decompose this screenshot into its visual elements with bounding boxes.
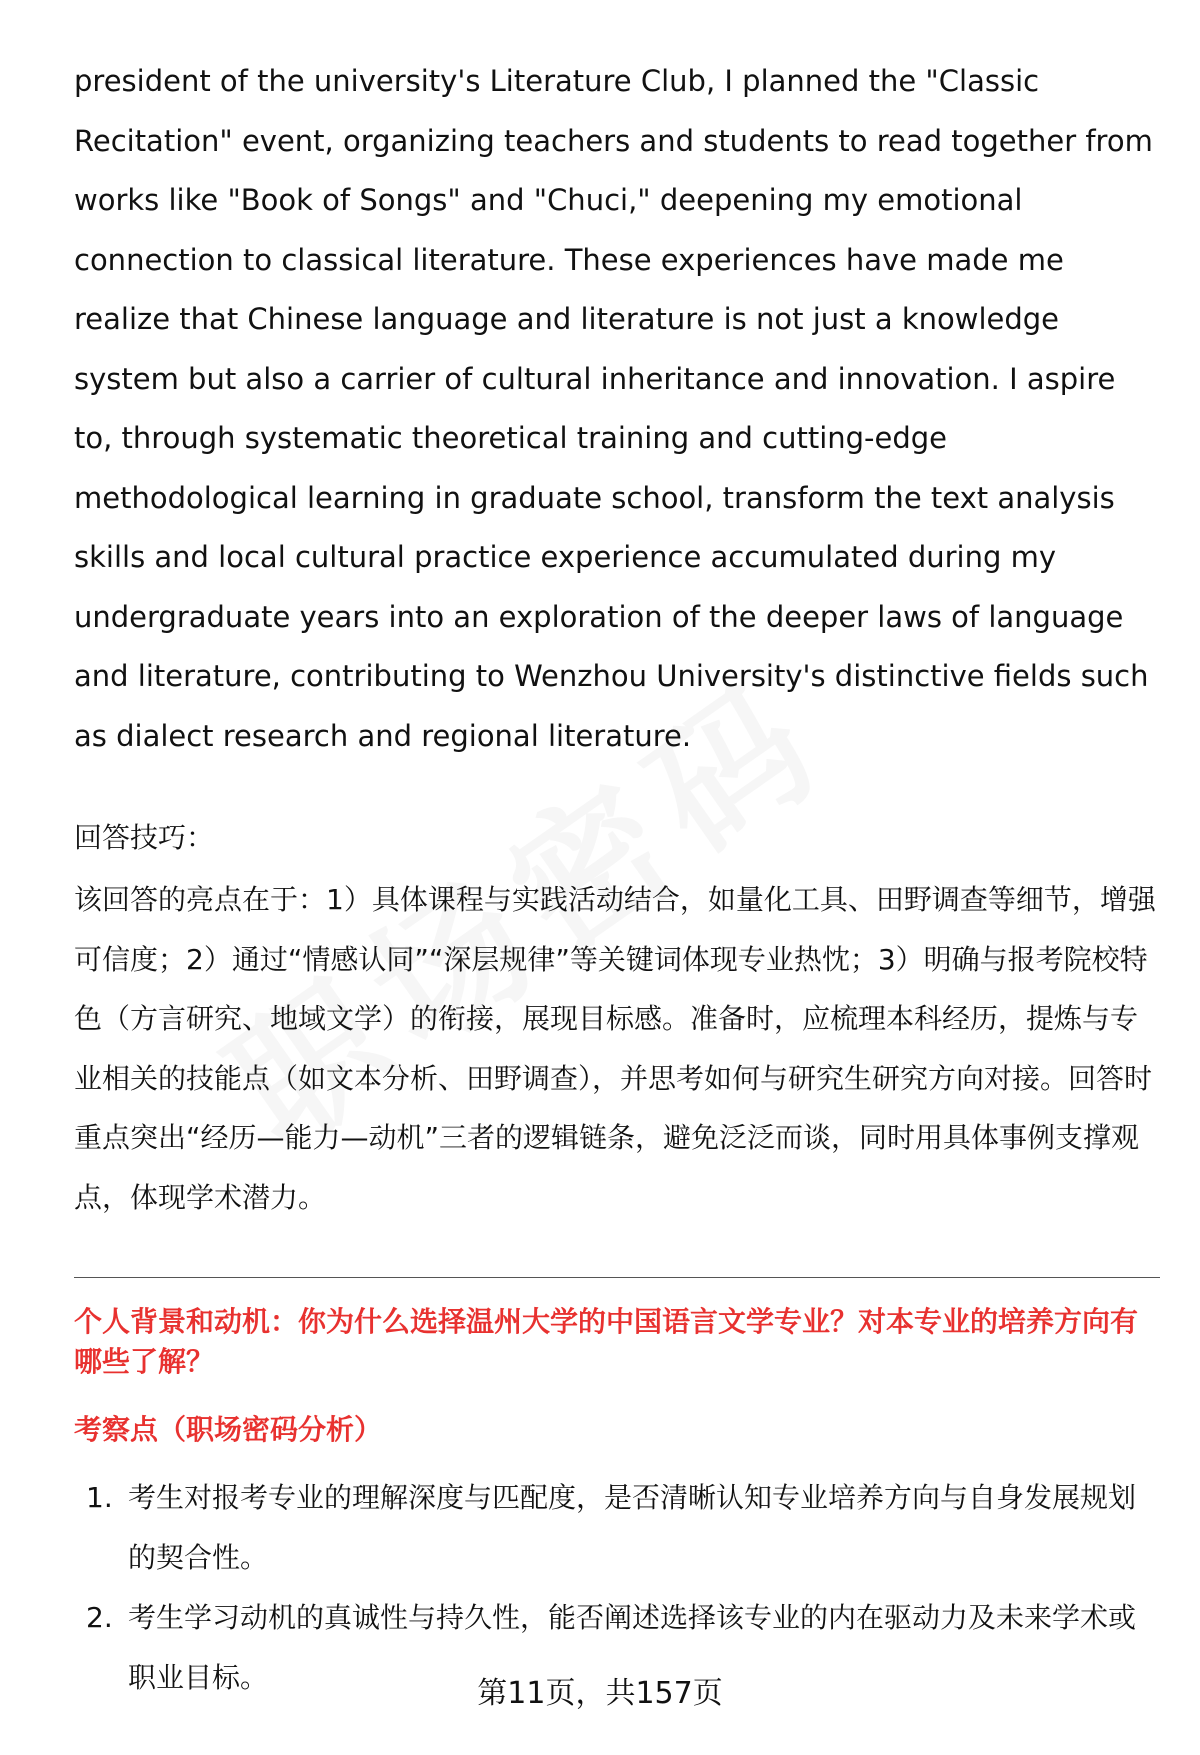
points-list	[74, 1468, 1160, 1708]
tips-body: 该回答的亮点在于：1）具体课程与实践活动结合，如量化工具、田野调查等细节，增强可信度；2）通过“情感认同”“深层规律”等关键词体现专业热忱；3）明确与报考院校特色（方言研究、地域文学）的衔接，展现目标感。准备时，应梳理本科经历，提炼与专业相关的技能点（如文本分析、田野调查），并思考如何与研究生研究方向对接。回答时重点突出“经历—能力—动机”三者的逻辑链条，避免泛泛而谈，同时用具体事例支撑观点，体现学术潜力。	[74, 883, 1156, 1214]
list-item-number: 2.	[86, 1601, 113, 1634]
points-heading: 考察点（职场密码分析）	[74, 1413, 383, 1446]
list-item-text: 考生对报考专业的理解深度与匹配度，是否清晰认知专业培养方向与自身发展规划的契合性。	[128, 1481, 1137, 1574]
question-heading: 个人背景和动机：你为什么选择温州大学的中国语言文学专业？对本专业的培养方向有哪些了解？	[74, 1305, 1139, 1378]
english-paragraph: president of the university's Literature Club, I planned the "Classic Recitation" event, organizing teachers and students to read together from works like "Book of Songs" and "Chuci," deepening my emotional connection to classical literature. These experiences have made me realize that Chinese language and literature is not just a knowledge system but also a carrier of cultural inheritance and innovation. I aspire to, through systematic theoretical training and cutting-edge methodological learning in graduate school, transform the text analysis skills and local cultural practice experience accumulated during my undergraduate years into an exploration of the deeper laws of language and literature, contributing to Wenzhou University's distinctive fields such as dialect research and regional literature.	[74, 64, 1153, 753]
page-number-footer: 第11页，共157页	[477, 1676, 723, 1711]
section-divider	[74, 1277, 1160, 1278]
page-content	[74, 52, 1160, 1708]
list-item-text: 考生学习动机的真诚性与持久性，能否阐述选择该专业的内在驱动力及未来学术或职业目标。	[128, 1601, 1137, 1694]
list-item	[74, 1468, 1160, 1588]
tips-heading: 回答技巧：	[74, 821, 215, 854]
list-item-number: 1.	[86, 1481, 113, 1514]
